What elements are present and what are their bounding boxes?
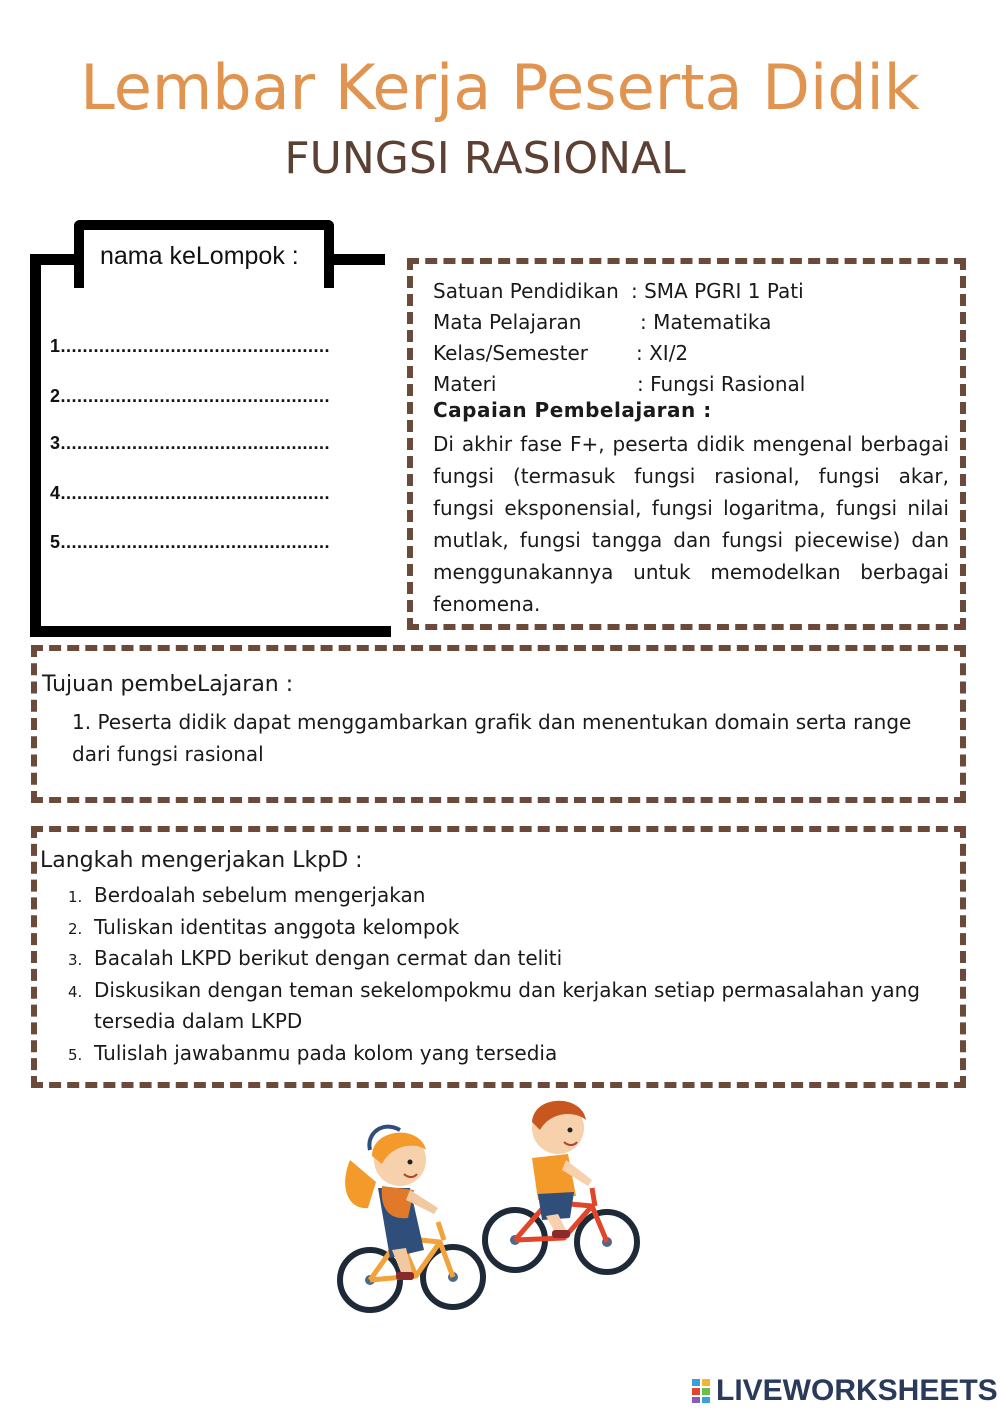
info-value: : XI/2 bbox=[636, 341, 689, 365]
info-row bbox=[433, 369, 805, 400]
capaian-title: Capaian Pembelajaran : bbox=[433, 398, 712, 422]
step-number: 5. bbox=[68, 1046, 83, 1064]
step-number: 3. bbox=[68, 951, 83, 969]
info-value: : SMA PGRI 1 Pati bbox=[631, 279, 804, 303]
step-text: Bacalah LKPD berikut dengan cermat dan teliti bbox=[94, 946, 563, 970]
step-number: 1. bbox=[68, 888, 83, 906]
page-subtitle: FUNGSI RASIONAL bbox=[284, 133, 686, 184]
member-line-5[interactable]: 5................................................. bbox=[50, 532, 331, 552]
group-label: nama keLompok : bbox=[100, 242, 299, 270]
member-line-3[interactable]: 3................................................. bbox=[50, 433, 331, 453]
info-label: Materi bbox=[433, 372, 497, 396]
step-item bbox=[68, 1038, 557, 1071]
info-label: Satuan Pendidikan bbox=[433, 279, 619, 303]
info-row bbox=[433, 307, 771, 338]
step-number: 4. bbox=[68, 983, 83, 1001]
info-label: Kelas/Semester bbox=[433, 341, 588, 365]
group-frame-top-right bbox=[325, 254, 385, 265]
goals-title: Tujuan pembeLajaran : bbox=[42, 672, 294, 697]
liveworksheets-logo-icon bbox=[692, 1379, 712, 1403]
info-value: : Fungsi Rasional bbox=[637, 372, 806, 396]
step-item bbox=[68, 975, 920, 1008]
info-row bbox=[433, 276, 804, 307]
info-row bbox=[433, 338, 688, 369]
capaian-text: Di akhir fase F+, peserta didik mengenal berbagai fungsi (termasuk fungsi rasional, fungsi akar, fungsi eksponensial, fungsi logaritma, fungsi nilai mutlak, fungsi tangga dan fungsi piecewise) dan menggunakannya untuk memodelkan berbagai fenomena. bbox=[433, 432, 949, 616]
info-value: : Matematika bbox=[640, 310, 772, 334]
member-line-2[interactable]: 2................................................. bbox=[50, 386, 331, 406]
girl-figure bbox=[345, 1127, 438, 1280]
step-item bbox=[68, 943, 562, 976]
liveworksheets-watermark: LIVEWORKSHEETS bbox=[716, 1374, 998, 1407]
step-number: 2. bbox=[68, 920, 83, 938]
step-item bbox=[68, 1006, 302, 1037]
member-line-1[interactable]: 1................................................. bbox=[50, 336, 331, 356]
group-frame-top-left bbox=[30, 254, 80, 265]
goal-item: 1. Peserta didik dapat menggambarkan grafik dan menentukan domain serta range dari fungsi rasional bbox=[72, 710, 912, 766]
page-title: Lembar Kerja Peserta Didik bbox=[80, 51, 920, 124]
info-label: Mata Pelajaran bbox=[433, 310, 582, 334]
step-text: Berdoalah sebelum mengerjakan bbox=[94, 883, 426, 907]
kids-cycling-illustration bbox=[320, 1090, 650, 1320]
step-item bbox=[68, 912, 459, 945]
step-item bbox=[68, 880, 425, 913]
step-text: Diskusikan dengan teman sekelompokmu dan kerjakan setiap permasalahan yang bbox=[94, 978, 920, 1002]
steps-title: Langkah mengerjakan LkpD : bbox=[40, 848, 363, 873]
step-text: tersedia dalam LKPD bbox=[94, 1009, 303, 1033]
step-text: Tuliskan identitas anggota kelompok bbox=[94, 915, 460, 939]
step-text: Tulislah jawabanmu pada kolom yang tersedia bbox=[94, 1041, 558, 1065]
member-line-4[interactable]: 4................................................. bbox=[50, 483, 331, 503]
